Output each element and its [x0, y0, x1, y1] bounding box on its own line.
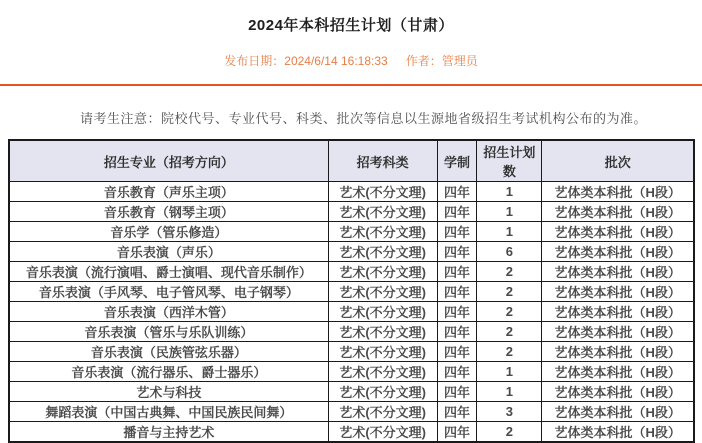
table-cell: 艺体类本科批（H段）	[542, 342, 694, 362]
table-cell: 四年	[437, 182, 477, 202]
table-cell: 四年	[437, 242, 477, 262]
publish-date-value: 2024/6/14 16:18:33	[284, 54, 388, 68]
table-cell: 音乐表演（声乐）	[9, 242, 328, 262]
col-header-subject-category: 招考科类	[328, 140, 437, 182]
table-cell: 音乐表演（管乐与乐队训练）	[9, 322, 328, 342]
table-cell: 四年	[437, 202, 477, 222]
table-cell: 音乐表演（流行器乐、爵士器乐）	[9, 362, 328, 382]
table-row	[9, 362, 694, 382]
publish-date-label: 发布日期：	[224, 54, 285, 68]
table-cell: 艺体类本科批（H段）	[542, 322, 694, 342]
col-header-major: 招生专业（招考方向）	[9, 140, 328, 182]
article-meta	[0, 52, 702, 69]
table-cell: 艺术(不分文理)	[328, 322, 437, 342]
table-cell: 2	[477, 282, 542, 302]
table-row	[9, 322, 694, 342]
table-cell: 音乐表演（西洋木管）	[9, 302, 328, 322]
table-cell: 3	[477, 402, 542, 422]
table-cell: 播音与主持艺术	[9, 422, 328, 443]
table-cell: 四年	[437, 302, 477, 322]
author-label: 作者：	[405, 54, 442, 68]
table-row	[9, 202, 694, 222]
table-cell: 艺体类本科批（H段）	[542, 422, 694, 443]
table-row	[9, 422, 694, 443]
table-cell: 四年	[437, 422, 477, 443]
page-title: 2024年本科招生计划（甘肃）	[248, 17, 454, 34]
table-cell: 1	[477, 222, 542, 242]
table-cell: 音乐教育（钢琴主项）	[9, 202, 328, 222]
col-header-duration: 学制	[437, 140, 477, 182]
table-cell: 艺术(不分文理)	[328, 202, 437, 222]
enrollment-plan-table	[8, 139, 695, 443]
table-row	[9, 302, 694, 322]
table-cell: 艺术(不分文理)	[328, 182, 437, 202]
table-cell: 1	[477, 362, 542, 382]
table-cell: 音乐表演（流行演唱、爵士演唱、现代音乐制作）	[9, 262, 328, 282]
table-cell: 艺术(不分文理)	[328, 302, 437, 322]
table-row	[9, 242, 694, 262]
table-cell: 1	[477, 202, 542, 222]
table-cell: 2	[477, 322, 542, 342]
table-cell: 四年	[437, 222, 477, 242]
table-cell: 2	[477, 342, 542, 362]
table-cell: 1	[477, 182, 542, 202]
table-cell: 艺体类本科批（H段）	[542, 182, 694, 202]
col-header-plan-count: 招生计划数	[477, 140, 542, 182]
table-row	[9, 222, 694, 242]
table-cell: 艺体类本科批（H段）	[542, 222, 694, 242]
table-cell: 音乐学（管乐修造）	[9, 222, 328, 242]
table-cell: 音乐表演（手风琴、电子管风琴、电子钢琴）	[9, 282, 328, 302]
table-cell: 四年	[437, 322, 477, 342]
table-header-row	[9, 140, 694, 182]
table-cell: 6	[477, 242, 542, 262]
table-cell: 音乐表演（民族管弦乐器）	[9, 342, 328, 362]
table-row	[9, 402, 694, 422]
table-cell: 四年	[437, 382, 477, 402]
table-cell: 艺体类本科批（H段）	[542, 202, 694, 222]
table-cell: 艺体类本科批（H段）	[542, 242, 694, 262]
table-cell: 艺术(不分文理)	[328, 262, 437, 282]
table-cell: 艺术(不分文理)	[328, 242, 437, 262]
table-cell: 艺术(不分文理)	[328, 422, 437, 443]
table-cell: 四年	[437, 402, 477, 422]
table-cell: 艺体类本科批（H段）	[542, 282, 694, 302]
table-row	[9, 182, 694, 202]
table-row	[9, 342, 694, 362]
notice-text: 请考生注意：院校代号、专业代号、科类、批次等信息以生源地省级招生考试机构公布的为准。	[80, 111, 648, 126]
table-cell: 艺术与科技	[9, 382, 328, 402]
table-cell: 艺体类本科批（H段）	[542, 262, 694, 282]
author-value: 管理员	[441, 54, 478, 68]
col-header-batch: 批次	[542, 140, 694, 182]
table-cell: 音乐教育（声乐主项）	[9, 182, 328, 202]
table-cell: 艺术(不分文理)	[328, 362, 437, 382]
table-cell: 艺体类本科批（H段）	[542, 382, 694, 402]
table-cell: 2	[477, 262, 542, 282]
table-cell: 四年	[437, 282, 477, 302]
table-cell: 艺术(不分文理)	[328, 282, 437, 302]
table-cell: 艺体类本科批（H段）	[542, 302, 694, 322]
orange-divider	[0, 84, 702, 86]
table-cell: 舞蹈表演（中国古典舞、中国民族民间舞）	[9, 402, 328, 422]
table-cell: 艺术(不分文理)	[328, 342, 437, 362]
table-cell: 四年	[437, 342, 477, 362]
table-row	[9, 282, 694, 302]
table-cell: 四年	[437, 362, 477, 382]
table-cell: 四年	[437, 262, 477, 282]
table-cell: 艺体类本科批（H段）	[542, 402, 694, 422]
table-cell: 2	[477, 302, 542, 322]
table-cell: 1	[477, 382, 542, 402]
table-row	[9, 382, 694, 402]
table-cell: 2	[477, 422, 542, 443]
table-cell: 艺体类本科批（H段）	[542, 362, 694, 382]
table-cell: 艺术(不分文理)	[328, 222, 437, 242]
table-cell: 艺术(不分文理)	[328, 382, 437, 402]
table-cell: 艺术(不分文理)	[328, 402, 437, 422]
table-row	[9, 262, 694, 282]
